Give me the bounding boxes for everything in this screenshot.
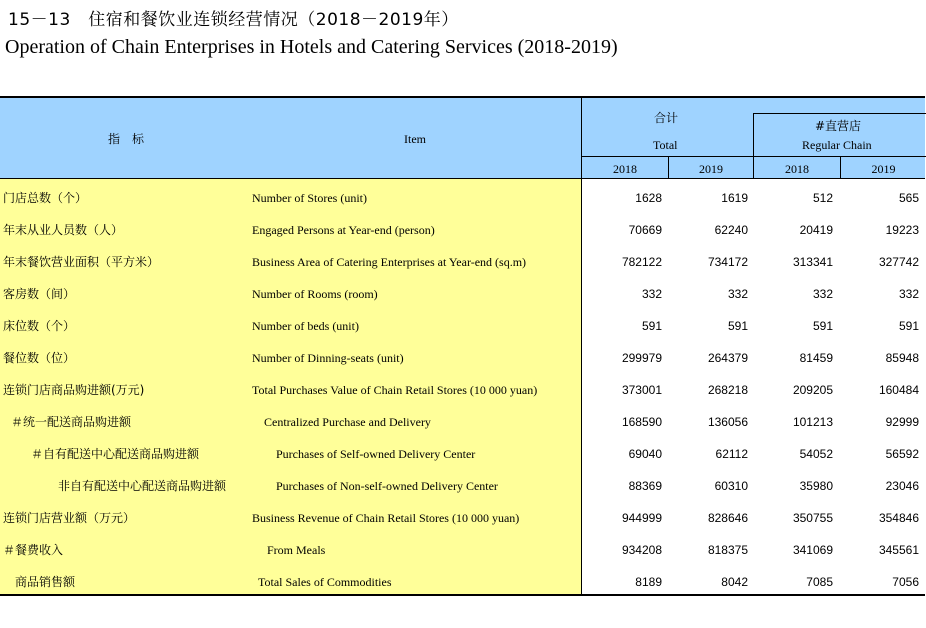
header-regular-cn: #直营店	[815, 119, 862, 133]
value-total-2019: 818375	[707, 543, 748, 557]
value-regular-2019: 345561	[878, 543, 919, 557]
value-regular-2018: 313341	[792, 255, 833, 269]
value-total-2018: 944999	[621, 511, 662, 525]
value-regular-2018: 341069	[792, 543, 833, 557]
value-regular-2018: 7085	[806, 575, 833, 589]
row-label-cn: 门店总数（个）	[3, 191, 88, 205]
table-row	[0, 566, 925, 598]
value-regular-2019: 327742	[878, 255, 919, 269]
value-regular-2018: 101213	[792, 415, 833, 429]
value-total-2019: 332	[727, 287, 748, 301]
row-label-cn: ＃自有配送中心配送商品购进额	[31, 447, 200, 461]
table-row	[0, 534, 925, 566]
table-row	[0, 374, 925, 406]
year-regular-2018: 2018	[785, 162, 809, 176]
row-label-en: Business Area of Catering Enterprises at Year-end (sq.m)	[252, 255, 527, 269]
row-label-en: Total Purchases Value of Chain Retail Stores (10 000 yuan)	[252, 383, 538, 397]
table-row	[0, 182, 925, 214]
value-regular-2018: 209205	[792, 383, 833, 397]
value-total-2018: 1628	[635, 191, 662, 205]
value-total-2019: 62112	[715, 447, 748, 461]
row-label-cn: 商品销售额	[15, 575, 76, 589]
value-total-2019: 60310	[714, 479, 748, 493]
row-label-en: Business Revenue of Chain Retail Stores (10 000 yuan)	[252, 511, 520, 525]
value-total-2018: 332	[641, 287, 662, 301]
value-regular-2018: 512	[812, 191, 833, 205]
row-label-cn: 客房数（间）	[3, 287, 76, 301]
table-title-chinese: 15－13 住宿和餐饮业连锁经营情况（2018－2019年）	[8, 10, 459, 30]
value-total-2018: 373001	[621, 383, 662, 397]
header-regular-en: Regular Chain	[802, 138, 872, 152]
value-regular-2019: 19223	[885, 223, 919, 237]
value-regular-2019: 92999	[885, 415, 919, 429]
value-total-2018: 8189	[635, 575, 662, 589]
value-total-2018: 591	[641, 319, 662, 333]
row-label-cn: 床位数（个）	[3, 319, 76, 333]
table-row	[0, 406, 925, 438]
table-row	[0, 342, 925, 374]
row-label-en: Number of beds (unit)	[252, 319, 359, 333]
value-total-2019: 828646	[707, 511, 748, 525]
row-label-cn: ＃餐费收入	[3, 543, 64, 557]
table-row	[0, 470, 925, 502]
row-label-en: Total Sales of Commodities	[258, 575, 392, 589]
value-total-2019: 591	[727, 319, 748, 333]
value-regular-2019: 591	[898, 319, 919, 333]
row-label-en: Purchases of Self-owned Delivery Center	[276, 447, 476, 461]
value-total-2019: 264379	[707, 351, 748, 365]
value-regular-2019: 160484	[878, 383, 919, 397]
value-regular-2018: 54052	[799, 447, 833, 461]
row-label-en: Number of Dinning-seats (unit)	[252, 351, 404, 365]
header-item-en: Item	[404, 132, 426, 146]
row-label-en: Number of Stores (unit)	[252, 191, 367, 205]
table-row	[0, 278, 925, 310]
value-regular-2018: 332	[812, 287, 833, 301]
chain-operation-table	[0, 96, 925, 596]
table-row	[0, 502, 925, 534]
value-total-2019: 268218	[707, 383, 748, 397]
value-regular-2019: 85948	[885, 351, 919, 365]
header-indicator-cn: 指 标	[108, 132, 145, 146]
row-label-cn: 年末从业人员数（人）	[3, 223, 124, 237]
row-label-en: Purchases of Non-self-owned Delivery Center	[276, 479, 498, 493]
row-label-cn: 连锁门店商品购进额(万元)	[3, 383, 145, 397]
value-total-2018: 70669	[628, 223, 662, 237]
value-total-2018: 168590	[621, 415, 662, 429]
header-year-row	[582, 156, 926, 181]
value-total-2018: 299979	[621, 351, 662, 365]
row-label-cn: 连锁门店营业额（万元）	[3, 511, 136, 525]
header-total-cn: 合计	[654, 111, 679, 125]
header-total-en: Total	[653, 138, 678, 152]
row-label-cn: 年末餐饮营业面积（平方米）	[3, 255, 160, 269]
year-regular-2019: 2019	[871, 162, 896, 176]
value-total-2018: 782122	[621, 255, 662, 269]
value-regular-2019: 565	[898, 191, 919, 205]
value-total-2019: 62240	[714, 223, 748, 237]
table-row	[0, 438, 925, 470]
year-total-2018: 2018	[613, 162, 637, 176]
value-total-2019: 1619	[721, 191, 748, 205]
table-title-english: Operation of Chain Enterprises in Hotels and Catering Services (2018-2019)	[5, 36, 618, 58]
year-total-2019: 2019	[699, 162, 723, 176]
table-row	[0, 246, 925, 278]
value-regular-2018: 591	[812, 319, 833, 333]
value-regular-2018: 35980	[799, 479, 833, 493]
value-total-2019: 136056	[707, 415, 748, 429]
row-label-en: Number of Rooms (room)	[252, 287, 378, 301]
value-regular-2018: 20419	[799, 223, 833, 237]
value-total-2018: 69040	[628, 447, 662, 461]
header-item-area	[0, 96, 581, 179]
row-label-cn: ＃统一配送商品购进额	[11, 415, 132, 429]
value-regular-2019: 7056	[892, 575, 919, 589]
row-label-en: Engaged Persons at Year-end (person)	[252, 223, 435, 237]
value-total-2019: 8042	[721, 575, 748, 589]
value-regular-2018: 81459	[799, 351, 833, 365]
value-total-2018: 934208	[621, 543, 662, 557]
table-row	[0, 310, 925, 342]
value-total-2019: 734172	[707, 255, 748, 269]
value-regular-2019: 354846	[878, 511, 919, 525]
value-regular-2018: 350755	[792, 511, 833, 525]
row-label-cn: 餐位数（位）	[3, 351, 76, 365]
row-label-en: Centralized Purchase and Delivery	[264, 415, 431, 429]
value-total-2018: 88369	[628, 479, 662, 493]
value-regular-2019: 56592	[885, 447, 919, 461]
value-regular-2019: 332	[898, 287, 919, 301]
header-values-area	[581, 96, 925, 179]
value-regular-2019: 23046	[885, 479, 919, 493]
row-label-cn: 非自有配送中心配送商品购进额	[58, 479, 227, 493]
row-label-en: From Meals	[267, 543, 326, 557]
table-row	[0, 214, 925, 246]
